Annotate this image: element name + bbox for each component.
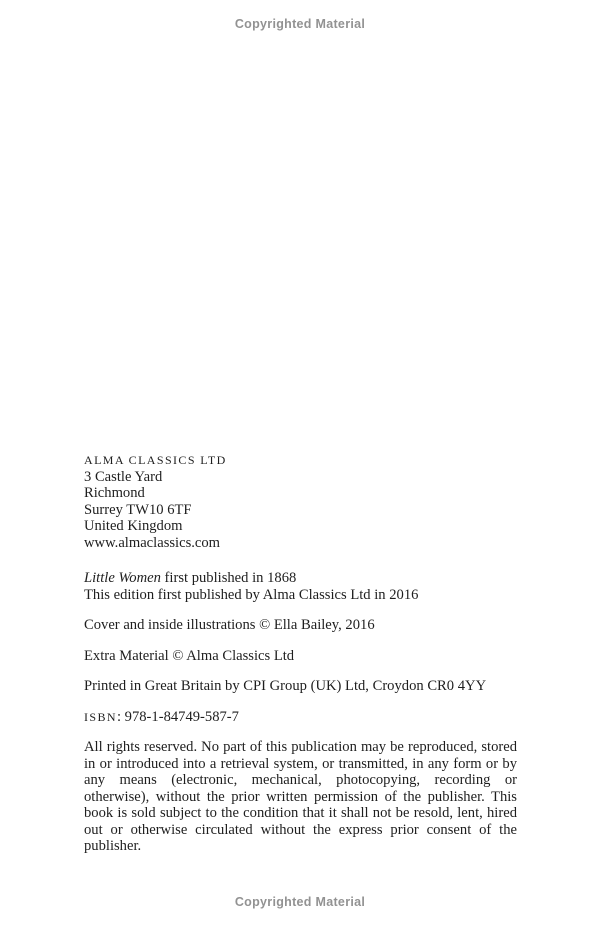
copyrighted-material-top: Copyrighted Material [234, 17, 366, 31]
book-title: Little Women [84, 570, 161, 586]
rights-paragraph: All rights reserved. No part of this publication may be reproduced, stored in or introduced into a retrieval system, or transmitted, in any form or by any means (electronic, mechanical, photocopying, recording or otherwise), without the prior written permission of the publisher. This book is sold subject to the condition that it shall not be resold, lent, hired out or otherwise circulated without the express prior consent of the publisher. [84, 739, 517, 854]
this-edition-line: This edition first published by Alma Classics Ltd in 2016 [84, 586, 419, 603]
publisher-address-line-2: Richmond [84, 485, 145, 501]
publisher-address-line-3: Surrey TW10 6TF [84, 501, 192, 518]
isbn-value: : 978-1-84749-587-7 [116, 708, 239, 725]
publisher-address-line-1: 3 Castle Yard [84, 468, 163, 485]
isbn-label: ISBN [84, 709, 117, 724]
first-published-text: first published in 1868 [160, 570, 297, 586]
copyrighted-material-bottom: Copyrighted Material [234, 895, 366, 909]
illustrations-credit: Cover and inside illustrations © Ella Bailey, 2016 [84, 617, 375, 633]
publisher-address-line-4: United Kingdom [84, 518, 183, 534]
edition-block [84, 570, 517, 603]
publisher-name: ALMA CLASSICS LTD [84, 453, 227, 467]
publisher-website: www.almaclassics.com [84, 534, 221, 551]
first-published-line [84, 570, 517, 587]
publisher-block [84, 452, 517, 551]
extra-material-credit: Extra Material © Alma Classics Ltd [84, 647, 295, 664]
colophon [84, 452, 517, 855]
printer-line: Printed in Great Britain by CPI Group (UK) Ltd, Croydon CR0 4YY [84, 678, 487, 694]
isbn-line [84, 709, 517, 726]
